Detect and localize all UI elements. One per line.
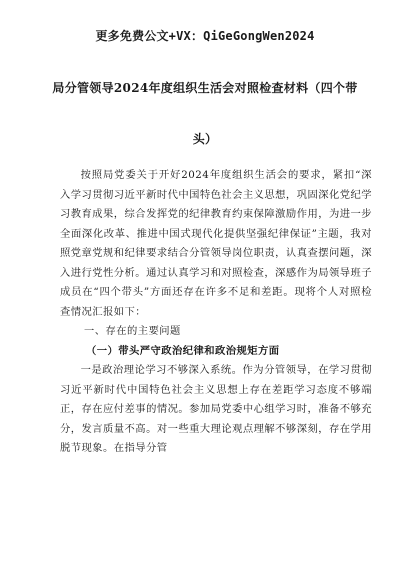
section-heading: 一、存在的主要问题 — [84, 325, 181, 337]
document-title: 局分管领导2024年度组织生活会对照检查材料（四个带头） — [52, 81, 358, 146]
document-body — [60, 166, 372, 459]
body-paragraph: 一是政治理论学习不够深入系统。作为分管领导，在学习贯彻习近平新时代中国特色社会主义思想上存在差距学习态度不够端正，存在应付差事的情况。参加局党委中心组学习时，准备不够充分，发言质量不高。对一些重大理论观点理解不够深刻，存在学用脱节现象。在指导分管 — [60, 364, 372, 454]
intro-paragraph: 按照局党委关于开好2024年度组织生活会的要求，紧扣“深入学习贯彻习近平新时代中国特色社会主义思想，巩固深化党纪学习教育成果，综合发挥党的纪律教育约束保障激励作用，为进一步全面深化改革、推进中国式现代化提供坚强纪律保证”主题，我对照党章党规和纪律要求结合分管领导岗位职责，认真查摆问题，深入进行党性分析。通过认真学习和对照检查，深感作为局领导班子成员在“四个带头”方面还存在许多不足和差距。现将个人对照检查情况汇报如下： — [60, 169, 372, 318]
promo-banner: 更多免费公文+VX：QiGeGongWen2024 — [95, 29, 315, 43]
subsection-heading: （一）带头严守政治纪律和政治规矩方面 — [86, 344, 280, 357]
